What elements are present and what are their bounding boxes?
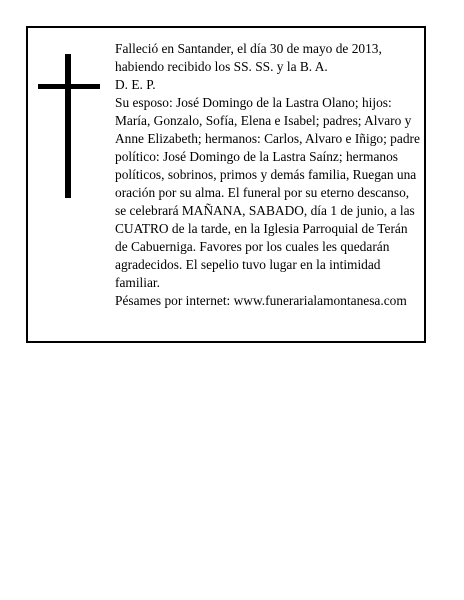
family-and-funeral-details: Su esposo: José Domingo de la Lastra Olano; hijos: María, Gonzalo, Sofía, Elena e Isabel; padres; Alvaro y Anne Elizabeth; hermanos: Carlos, Alvaro e Iñigo; padre político: José Domingo de la Lastra Saínz; hermanos políticos, sobrinos, primos y demás familia, Ruegan una oración por su alma. El funeral por su eterno descanso, se celebrará MAÑANA, SABADO, día 1 de junio, a las CUATRO de la tarde, en la Iglesia Parroquial de Terán de Cabuerniga. Favores por los cuales les quedarán agradecidos. El sepelio tuvo lugar en la intimidad familiar.: [115, 95, 420, 290]
death-announcement: Falleció en Santander, el día 30 de mayo de 2013, habiendo recibido los SS. SS. y la B. A.: [115, 41, 382, 74]
obituary-text: [115, 40, 421, 310]
rest-in-peace: D. E. P.: [115, 77, 156, 92]
condolences-website: Pésames por internet: www.funerarialamontanesa.com: [115, 293, 407, 308]
cross-vertical-bar: [65, 54, 71, 198]
cross-horizontal-bar: [38, 84, 100, 89]
cross-icon: [38, 54, 100, 198]
obituary-notice-box: [26, 26, 426, 343]
